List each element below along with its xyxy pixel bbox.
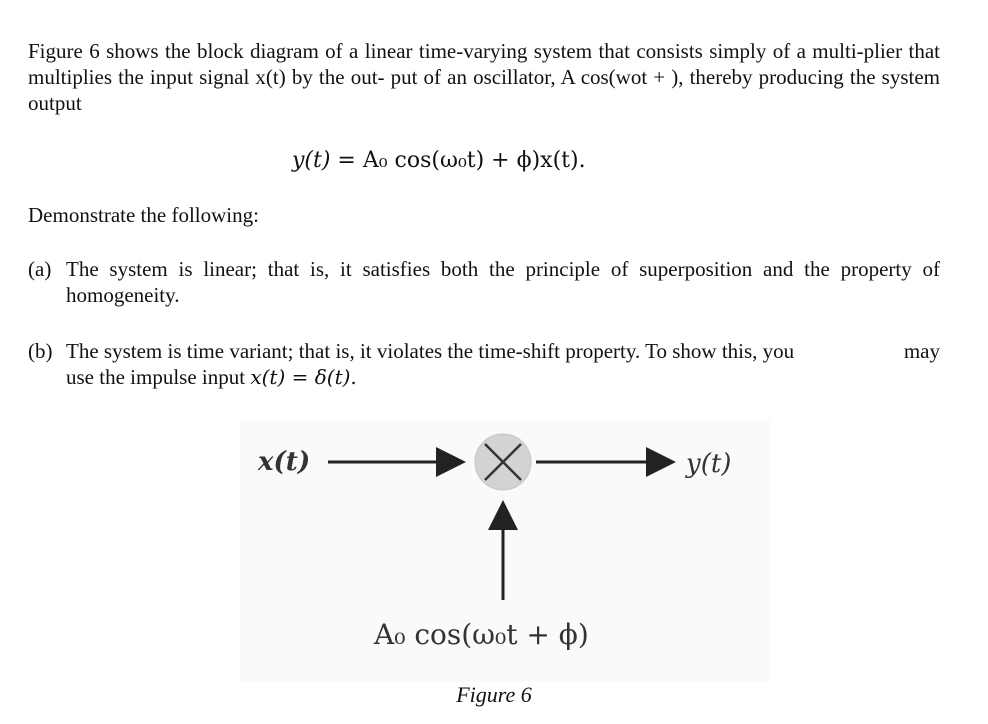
equation-equals: = <box>330 148 363 173</box>
oscillator-label: A₀ cos(ω₀t + ϕ) <box>374 618 589 651</box>
item-b-text <box>66 338 940 390</box>
block-diagram-svg <box>240 420 770 682</box>
equation-lhs: y(t) <box>292 148 331 173</box>
intro-text: Figure 6 shows the block diagram of a linear time-varying system that consists simply of a multi-plier that multiplies the input signal x(t) by the out- put of an oscillator, A cos(wot + ), thereby producing the system output <box>28 39 940 115</box>
input-label: x(t) <box>258 447 311 477</box>
item-b <box>28 338 940 390</box>
item-b-end: may <box>903 339 940 363</box>
item-a-text: The system is linear; that is, it satisfies both the principle of superposition and the property of homogeneity. <box>66 257 940 307</box>
item-a-label: (a) <box>28 257 52 281</box>
intro-paragraph <box>28 38 940 116</box>
item-a <box>28 256 940 308</box>
item-b-line2-math: x(t) = δ(t). <box>250 365 357 389</box>
figure-caption: Figure 6 <box>456 682 532 707</box>
demonstrate-heading: Demonstrate the following: <box>28 203 259 227</box>
equation-rhs: A₀ cos(ω₀t) + ϕ)x(t). <box>362 148 586 173</box>
block-diagram <box>240 420 770 682</box>
output-label: y(t) <box>686 449 732 479</box>
item-b-line2-prefix: use the impulse input <box>66 365 251 389</box>
output-equation <box>292 148 586 173</box>
item-b-main: The system is time variant; that is, it violates the time-shift property. To show this, you <box>66 339 795 363</box>
item-b-label: (b) <box>28 339 53 363</box>
